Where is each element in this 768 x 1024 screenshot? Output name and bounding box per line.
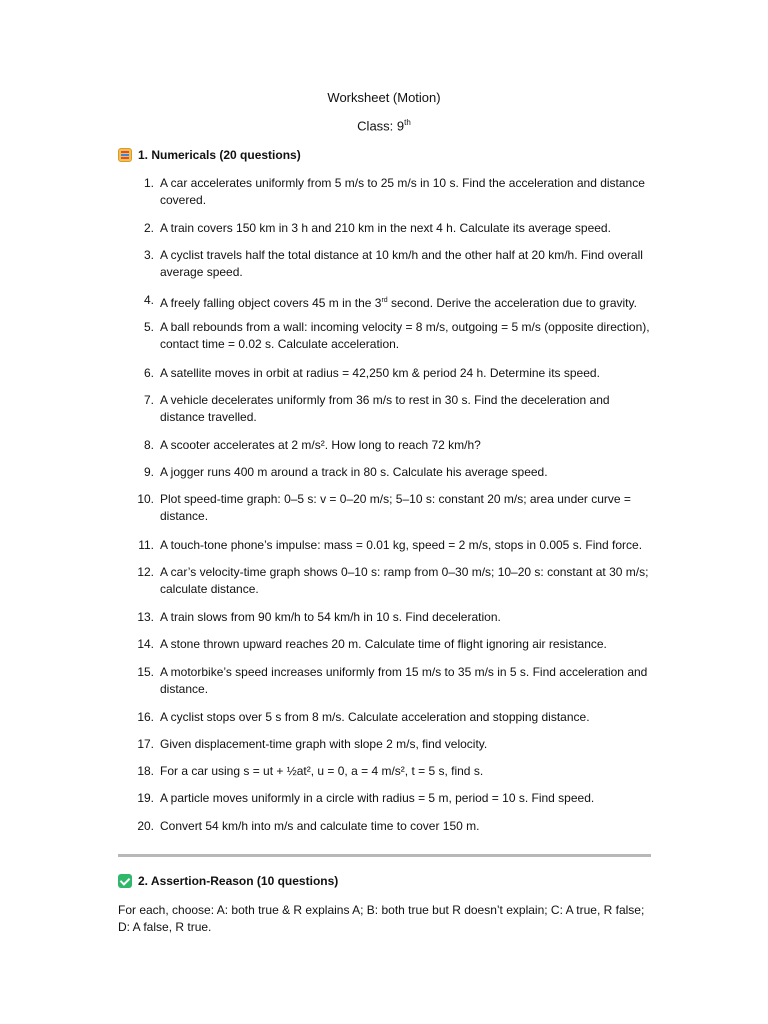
assertion-reason-heading-text: 2. Assertion-Reason (10 questions) — [138, 874, 339, 888]
class-superscript: th — [404, 118, 411, 127]
question-number: 12. — [137, 565, 154, 579]
question-text: A motorbike’s speed increases uniformly from 15 m/s to 35 m/s in 5 s. Find acceleration and distance. — [160, 665, 648, 696]
class-text: Class: 9 — [357, 118, 405, 134]
question-number: 15. — [137, 665, 154, 679]
question-number: 18. — [137, 764, 154, 778]
question-text: A touch-tone phone’s impulse: mass = 0.01 kg, speed = 2 m/s, stops in 0.005 s. Find force. — [160, 538, 643, 552]
question-text: A train slows from 90 km/h to 54 km/h in 10 s. Find deceleration. — [160, 610, 501, 624]
question-number: 7. — [143, 393, 154, 407]
question-number: 16. — [137, 710, 154, 724]
worksheet-title: Worksheet (Motion) — [327, 90, 441, 105]
question-text-superscript: rd — [381, 297, 388, 304]
question-number: 11. — [138, 538, 154, 552]
question-number: 4. — [143, 293, 154, 307]
question-text: A train covers 150 km in 3 h and 210 km in the next 4 h. Calculate its average speed. — [160, 221, 611, 235]
question-number: 10. — [137, 492, 154, 506]
question-text: A vehicle decelerates uniformly from 36 m/s to rest in 30 s. Find the deceleration and distance travelled. — [160, 393, 610, 424]
question-text: A cyclist stops over 5 s from 8 m/s. Calculate acceleration and stopping distance. — [160, 710, 590, 724]
question-number: 5. — [143, 320, 154, 334]
section-divider — [118, 854, 651, 857]
question-number: 3. — [143, 248, 154, 262]
numericals-heading — [118, 148, 301, 162]
question-number: 17. — [137, 737, 154, 751]
question-number: 14. — [137, 637, 154, 651]
question-number: 6. — [143, 366, 154, 380]
assertion-reason-instructions: For each, choose: A: both true & R explains A; B: both true but R doesn’t explain; C: A true, R false; D: A false, R true. — [118, 903, 645, 934]
question-text — [160, 292, 655, 312]
question-text: Plot speed-time graph: 0–5 s: v = 0–20 m/s; 5–10 s: constant 20 m/s; area under curve = distance. — [160, 492, 631, 523]
question-text: A cyclist travels half the total distance at 10 km/h and the other half at 20 km/h. Find overall average speed. — [160, 248, 643, 279]
question-number: 19. — [137, 791, 154, 805]
question-text: A car’s velocity-time graph shows 0–10 s: ramp from 0–30 m/s; 10–20 s: constant at 30 m/s; calculate distance. — [160, 565, 649, 596]
numericals-heading-text: 1. Numericals (20 questions) — [138, 148, 301, 162]
question-text: A scooter accelerates at 2 m/s². How long to reach 72 km/h? — [160, 438, 481, 452]
question-text-part: A freely falling object covers 45 m in the 3 — [160, 296, 382, 310]
question-number: 9. — [143, 465, 154, 479]
question-text: A particle moves uniformly in a circle with radius = 5 m, period = 10 s. Find speed. — [160, 791, 595, 805]
question-text-part: second. Derive the acceleration due to gravity. — [387, 296, 637, 310]
assertion-reason-heading — [118, 874, 338, 888]
question-text: Given displacement-time graph with slope 2 m/s, find velocity. — [160, 737, 488, 751]
question-text: A satellite moves in orbit at radius = 42,250 km & period 24 h. Determine its speed. — [160, 366, 600, 380]
question-text: For a car using s = ut + ½at², u = 0, a = 4 m/s², t = 5 s, find s. — [160, 764, 484, 778]
question-text: A ball rebounds from a wall: incoming velocity = 8 m/s, outgoing = 5 m/s (opposite direction), contact time = 0.02 s. Calculate acceleration. — [160, 320, 650, 351]
bookmark-tabs-icon — [118, 148, 132, 162]
question-text: A car accelerates uniformly from 5 m/s to 25 m/s in 10 s. Find the acceleration and distance covered. — [160, 176, 645, 207]
question-number: 8. — [143, 438, 154, 452]
question-number: 20. — [137, 819, 154, 833]
question-number: 13. — [137, 610, 154, 624]
question-text: Convert 54 km/h into m/s and calculate time to cover 150 m. — [160, 819, 480, 833]
question-text: A stone thrown upward reaches 20 m. Calculate time of flight ignoring air resistance. — [160, 637, 607, 651]
class-label — [0, 118, 768, 133]
question-number: 1. — [143, 176, 154, 190]
question-text: A jogger runs 400 m around a track in 80 s. Calculate his average speed. — [160, 465, 548, 479]
check-mark-button-icon — [118, 874, 132, 888]
question-number: 2. — [143, 221, 154, 235]
